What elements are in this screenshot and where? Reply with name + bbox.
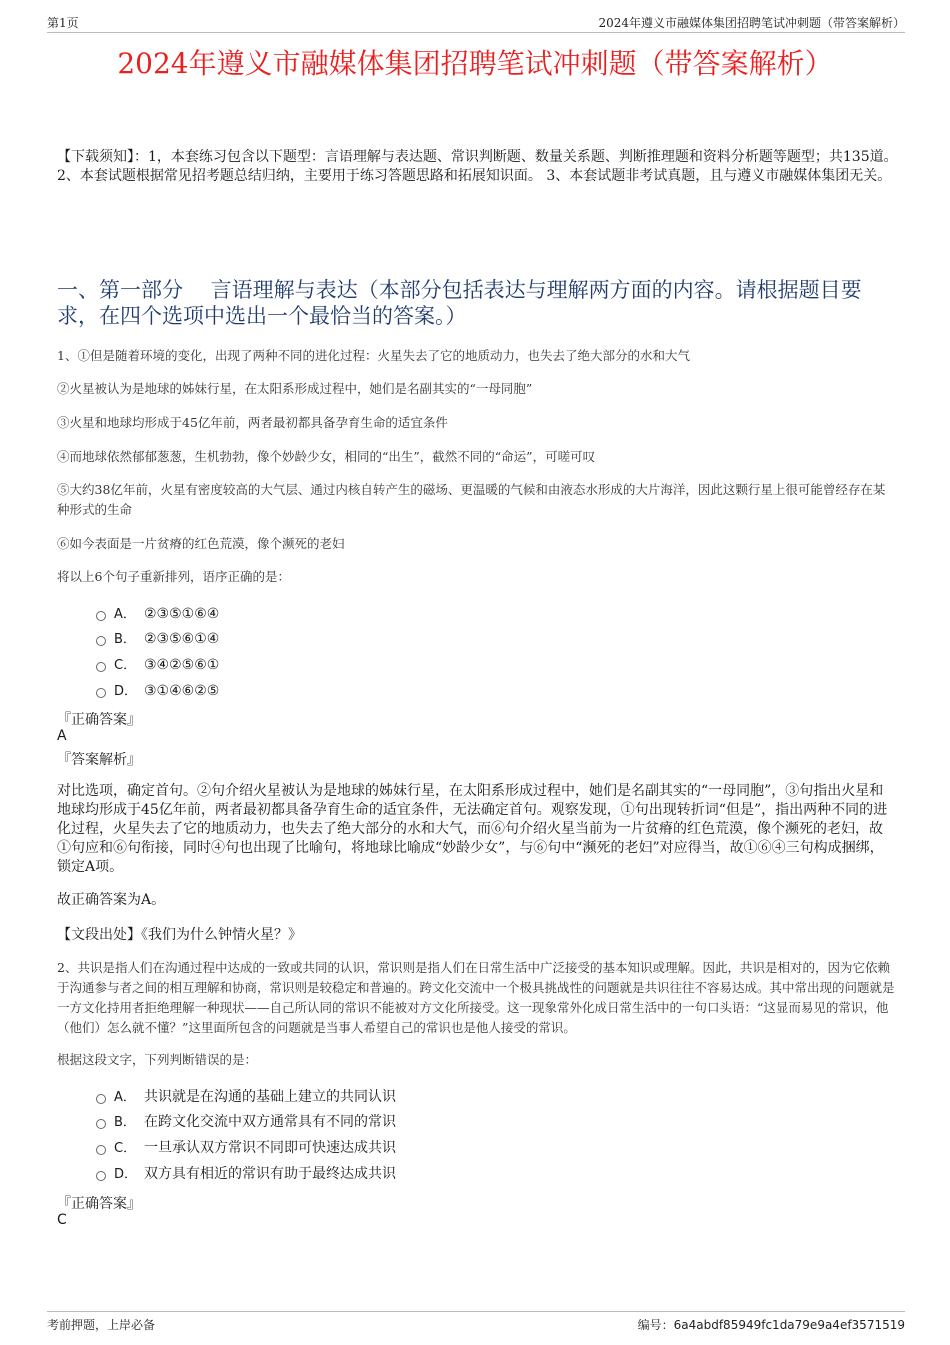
page-header: [47, 10, 905, 33]
radio-icon[interactable]: [96, 636, 106, 646]
radio-icon[interactable]: [96, 1171, 106, 1181]
q1-analysis: 对比选项，确定首句。②句介绍火星被认为是地球的姊妹行星，在太阳系形成过程中，她们是名副其实的“一母同胞”，③句指出火星和地球均形成于45亿年前，两者最初都具备孕育生命的适宜条件，无法确定首句。观察发现，①句出现转折词“但是”，指出两种不同的进化过程，火星失去了它的地质动力，也失去了绝大部分的水和大气，而⑥句介绍火星当前为一片贫瘠的红色荒漠，像个濒死的老妇，故①句应和⑥句衔接，同时④句也出现了比喻句，将地球比喻成“妙龄少女”，与⑥句中“濒死的老妇”对应得当，故①⑥④三句构成捆绑，锁定A项。: [57, 783, 888, 875]
q2-option-d[interactable]: D． 双方具有相近的常识有助于最终达成共识: [96, 1164, 396, 1184]
footer-code: 编号：6a4abdf85949fc1da79e9a4ef3571519: [637, 1318, 905, 1332]
q1-option-b[interactable]: B． ②③⑤⑥①④: [96, 629, 219, 649]
q1-analysis-label: 『答案解析』: [57, 752, 141, 768]
q1-option-d[interactable]: D． ③①④⑥②⑤: [96, 681, 219, 701]
q2-answer: C: [57, 1212, 67, 1228]
q1-answer: A: [57, 728, 67, 744]
q1-option-c[interactable]: C． ③④②⑤⑥①: [96, 655, 219, 675]
q2-option-c[interactable]: C． 一旦承认双方常识不同即可快速达成共识: [96, 1138, 396, 1158]
page-footer: [47, 1311, 905, 1332]
footer-slogan: 考前押题，上岸必备: [47, 1318, 156, 1332]
q2-answer-label: 『正确答案』: [57, 1196, 141, 1212]
document-title: 2024年遵义市融媒体集团招聘笔试冲刺题（带答案解析）: [117, 47, 833, 80]
radio-icon[interactable]: [96, 688, 106, 698]
q2-option-a[interactable]: A． 共识就是在沟通的基础上建立的共同认识: [96, 1087, 396, 1107]
radio-icon[interactable]: [96, 611, 106, 621]
q2-prompt: 根据这段文字，下列判断错误的是：: [57, 1052, 258, 1067]
q1-sentence-5: ⑤大约38亿年前，火星有密度较高的大气层、通过内核自转产生的磁场、更温暖的气候和由液态水形成的大片海洋，因此这颗行星上很可能曾经存在某种形式的生命: [57, 482, 886, 517]
q1-sentence-6: ⑥如今表面是一片贫瘠的红色荒漠，像个濒死的老妇: [57, 536, 345, 551]
download-notice: 【下载须知】：1，本套练习包含以下题型：言语理解与表达题、常识判断题、数量关系题、判断推理题和资料分析题等题型；共135道。 2、本套试题根据常见招考题总结归纳，主要用于练习答题思路和拓展知识面。 3、本套试题非考试真题，且与遵义市融媒体集团无关。: [57, 149, 898, 184]
q2-passage: 2、共识是指人们在沟通过程中达成的一致或共同的认识，常识则是指人们在日常生活中广泛接受的基本知识或理解。因此，共识是相对的，因为它依赖于沟通参与者之间的相互理解和协商，常识则是较稳定和普遍的。跨文化交流中一个极具挑战性的问题就是共识往往不容易达成。其中常出现的问题就是一方文化持用者拒绝理解一种现状——自己所认同的常识不能被对方文化所接受。这一现象常外化成日常生活中的一句口头语：“这显而易见的常识，他（他们）怎么就不懂？”这里面所包含的问题就是当事人希望自己的常识也是他人接受的常识。: [57, 960, 895, 1035]
q1-sentence-1: 1、①但是随着环境的变化，出现了两种不同的进化过程：火星失去了它的地质动力，也失去了绝大部分的水和大气: [57, 348, 690, 363]
q1-option-a[interactable]: A． ②③⑤①⑥④: [96, 604, 219, 624]
q1-conclusion: 故正确答案为A。: [57, 892, 166, 908]
q1-sentence-4: ④而地球依然郁郁葱葱，生机勃勃，像个妙龄少女，相同的“出生”，截然不同的“命运”，可嗟可叹: [57, 449, 596, 464]
radio-icon[interactable]: [96, 1145, 106, 1155]
radio-icon[interactable]: [96, 1094, 106, 1104]
q1-source: 【文段出处】《我们为什么钟情火星？》: [57, 927, 302, 943]
q1-sentence-3: ③火星和地球均形成于45亿年前，两者最初都具备孕育生命的适宜条件: [57, 415, 448, 430]
q1-sentence-2: ②火星被认为是地球的姊妹行星，在太阳系形成过程中，她们是名副其实的“一母同胞”: [57, 381, 533, 396]
page-number: 第1页: [47, 16, 79, 30]
q1-answer-label: 『正确答案』: [57, 712, 141, 728]
header-doc-title: 2024年遵义市融媒体集团招聘笔试冲刺题（带答案解析）: [598, 16, 905, 30]
q2-option-b[interactable]: B． 在跨文化交流中双方通常具有不同的常识: [96, 1112, 396, 1132]
q1-prompt: 将以上6个句子重新排列，语序正确的是：: [57, 569, 290, 584]
section-heading: 一、第一部分 言语理解与表达（本部分包括表达与理解两方面的内容。请根据题目要求，在四个选项中选出一个最恰当的答案。）: [57, 278, 862, 328]
radio-icon[interactable]: [96, 662, 106, 672]
radio-icon[interactable]: [96, 1119, 106, 1129]
